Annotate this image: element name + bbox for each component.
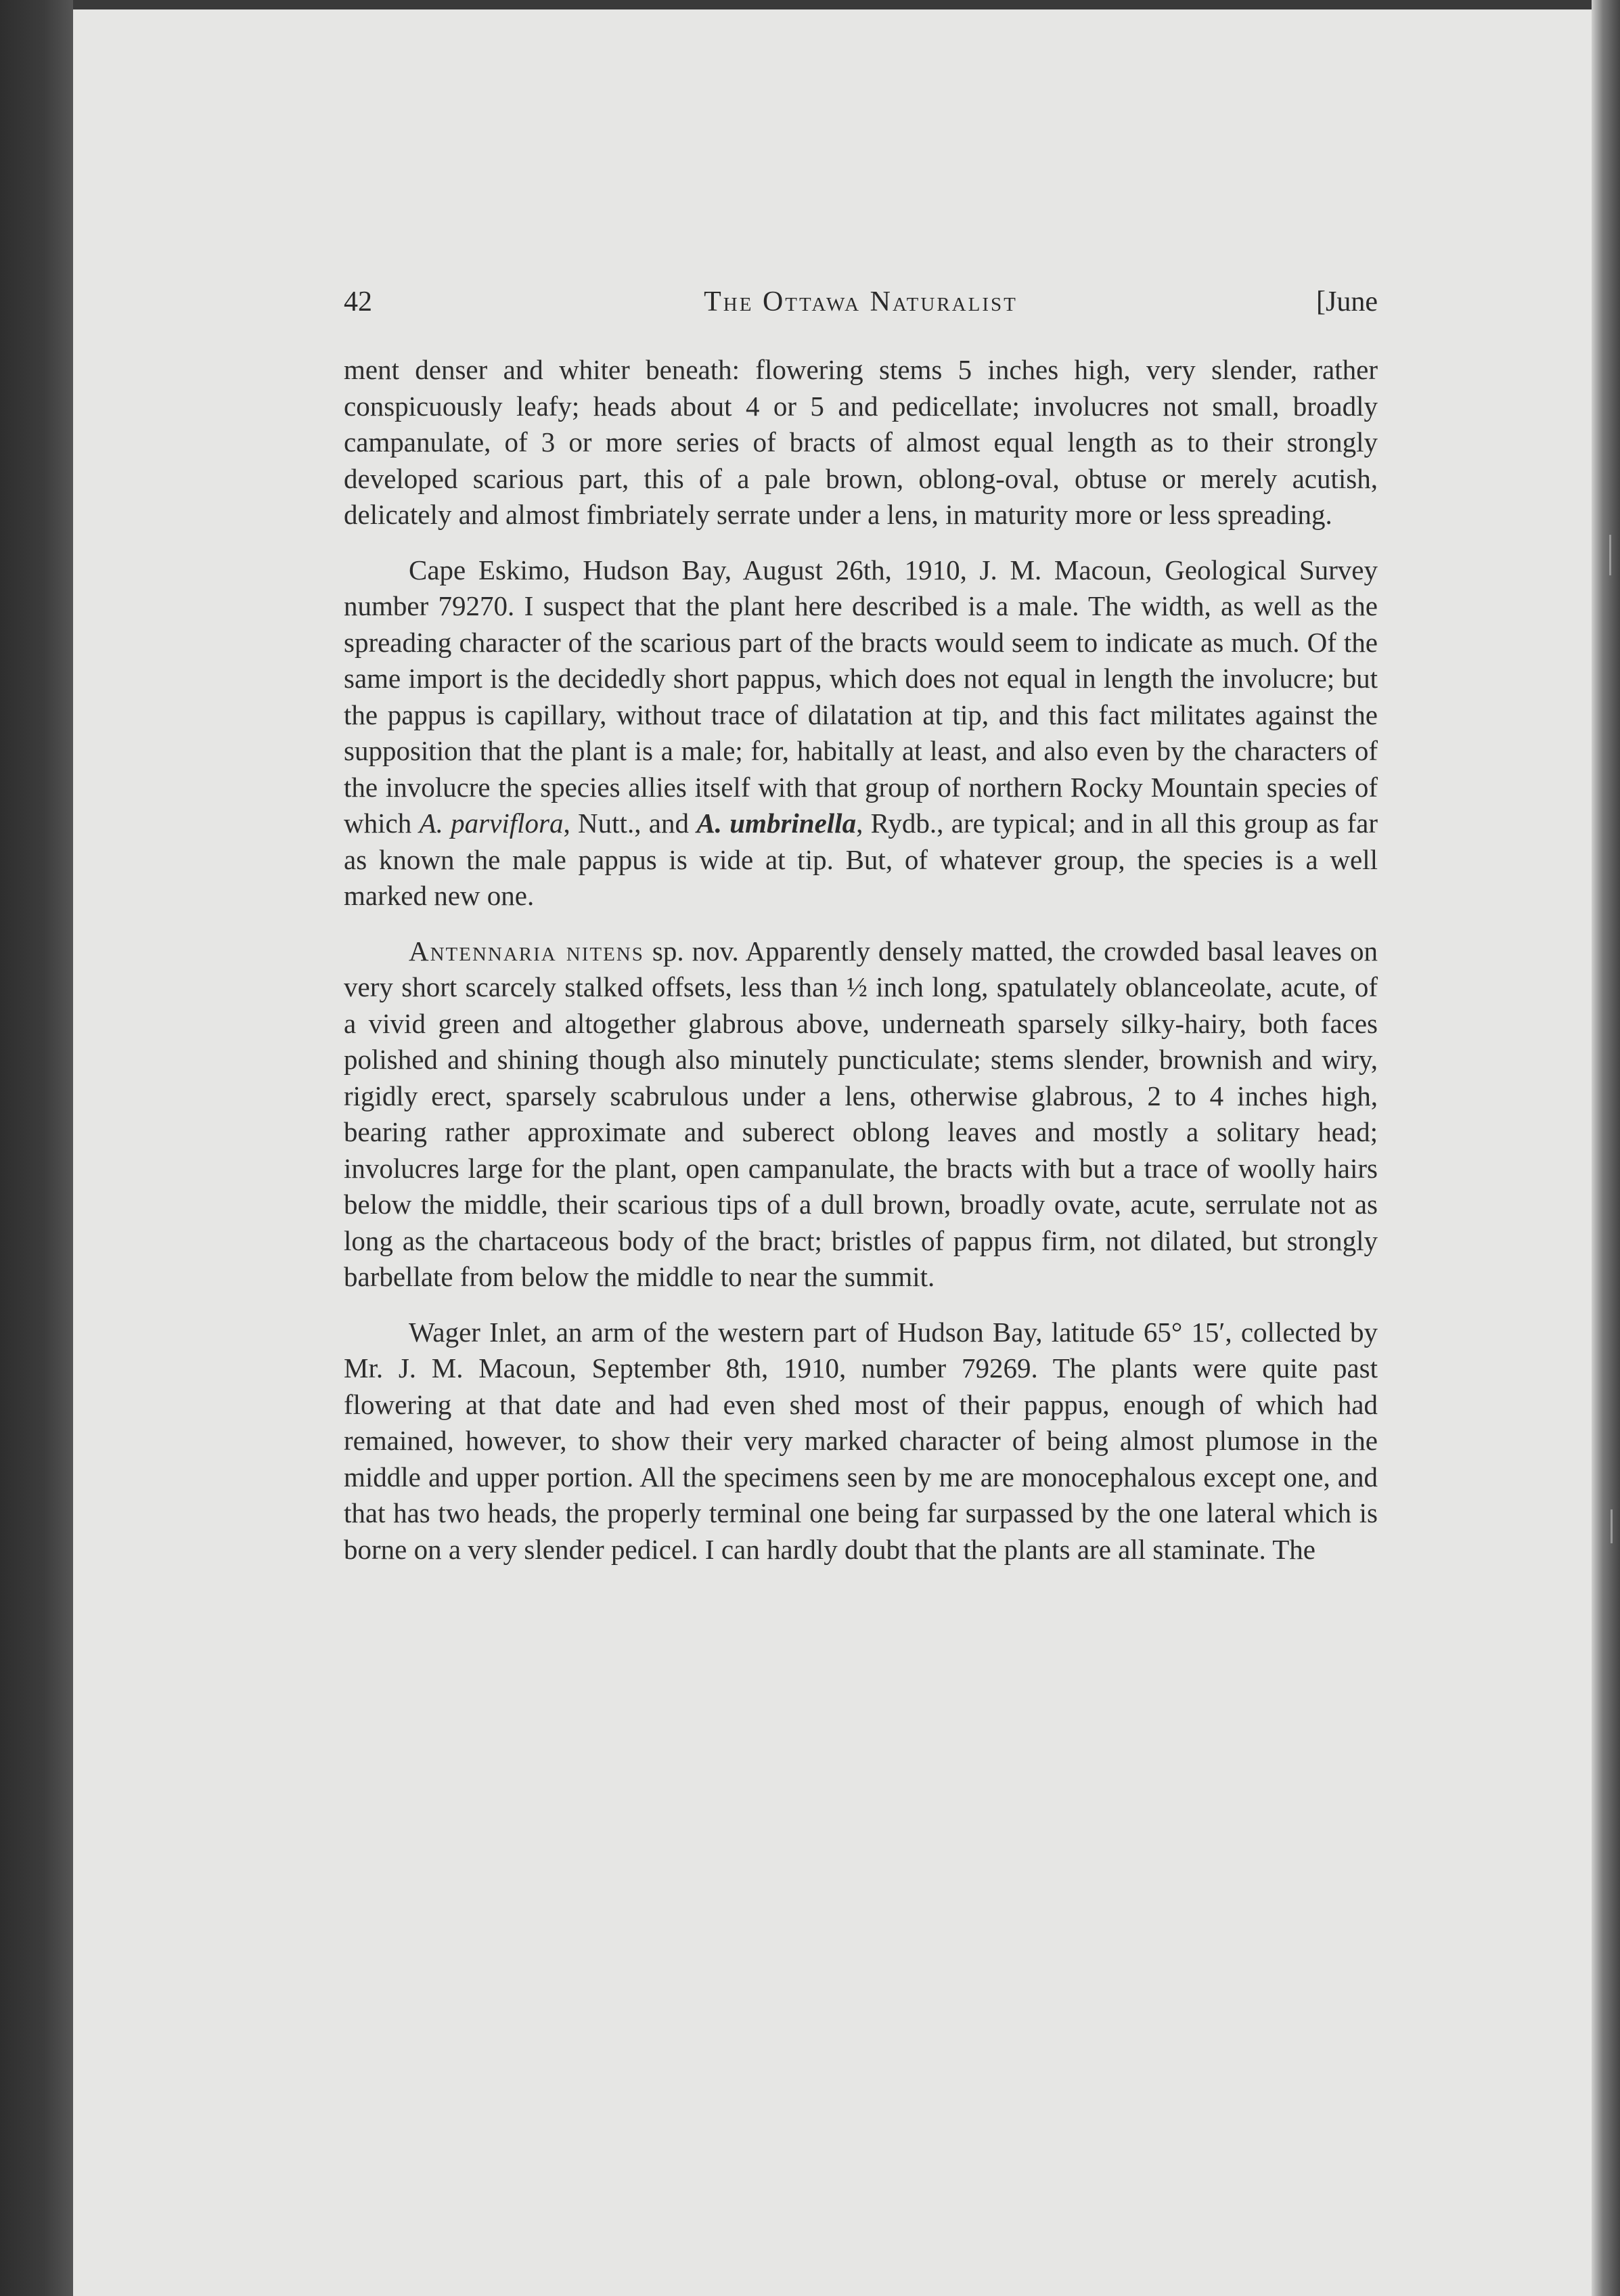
paragraph-cape-eskimo bbox=[344, 552, 1378, 914]
body-text bbox=[344, 352, 1378, 1587]
issue-month: [June bbox=[1316, 286, 1378, 317]
paragraph-antennaria-nitens bbox=[344, 933, 1378, 1296]
scan-top-border bbox=[0, 0, 1620, 9]
scan-right-border bbox=[1592, 0, 1620, 2296]
paragraph-text: Cape Eskimo, Hudson Bay, August 26th, 1910, J. M. Macoun, Geological Survey number 79270. I suspect that the plant here described is a male. The width, as well as the spreading character of the scarious part of the bracts would seem to indicate as much. Of the same import is the decidedly short pappus, which does not equal in length the involucre; but the pappus is capillary, without trace of dilatation at tip, and this fact militates against the supposition that the plant is a male; for, habitally at least, and also even by the characters of the involucre the species allies itself with that group of northern Rocky Mountain species of which bbox=[344, 554, 1378, 839]
paragraph-wager-inlet: Wager Inlet, an arm of the western part of Hudson Bay, latitude 65° 15′, collected by Mr. J. M. Macoun, September 8th, 1910, number 79269. The plants were quite past flowering at that date and had even shed most of their pappus, enough of which had remained, however, to show their very marked character of being almost plumose in the middle and upper portion. All the specimens seen by me are monocephalous except one, and that has two heads, the properly terminal one being far surpassed by the one lateral which is borne on a very slender pedicel. I can hardly doubt that the plants are all staminate. The bbox=[344, 1316, 1378, 1565]
running-header bbox=[344, 273, 1378, 328]
taxon-name: A. umbrinella bbox=[696, 808, 857, 839]
journal-title: The Ottawa Naturalist bbox=[704, 286, 1018, 317]
paragraph-text: , Nutt., and bbox=[563, 808, 697, 839]
page-number: 42 bbox=[344, 286, 372, 317]
scan-left-border bbox=[0, 0, 73, 2296]
species-name: Antennaria nitens bbox=[409, 935, 644, 967]
paragraph-text: , Rydb., are typical; and in all this group as far as known the male pappus is wide at tip. But, of whatever group, the species is a well marked new one. bbox=[344, 808, 1378, 911]
margin-mark bbox=[1609, 535, 1611, 575]
margin-mark bbox=[1611, 1509, 1613, 1543]
paragraph-description-continued: ment denser and whiter beneath: flowering stems 5 inches high, very slender, rather conspicuously leafy; heads about 4 or 5 and pedicellate; involucres not small, broadly campanulate, of 3 or more series of bracts of almost equal length as to their strongly developed scarious part, this of a pale brown, oblong-oval, obtuse or merely acutish, delicately and almost fimbriately serrate under a lens, in maturity more or less spreading. bbox=[344, 354, 1378, 530]
paragraph-text: sp. nov. Apparently densely matted, the crowded basal leaves on very short scarcely stalked offsets, less than ½ inch long, spatulately oblanceolate, acute, of a vivid green and altogether glabrous above, underneath sparsely silky-hairy, both faces polished and shining though also minutely puncticulate; stems slender, brownish and wiry, rigidly erect, sparsely scabrulous under a lens, otherwise glabrous, 2 to 4 inches high, bearing rather approximate and suberect oblong leaves and mostly a solitary head; involucres large for the plant, open campanulate, the bracts with but a trace of woolly hairs below the middle, their scarious tips of a dull brown, broadly ovate, acute, serrulate not as long as the chartaceous body of the bract; bristles of pappus firm, not dilated, but strongly barbellate from below the middle to near the summit. bbox=[344, 935, 1378, 1292]
taxon-name: A. parviflora bbox=[419, 808, 564, 839]
